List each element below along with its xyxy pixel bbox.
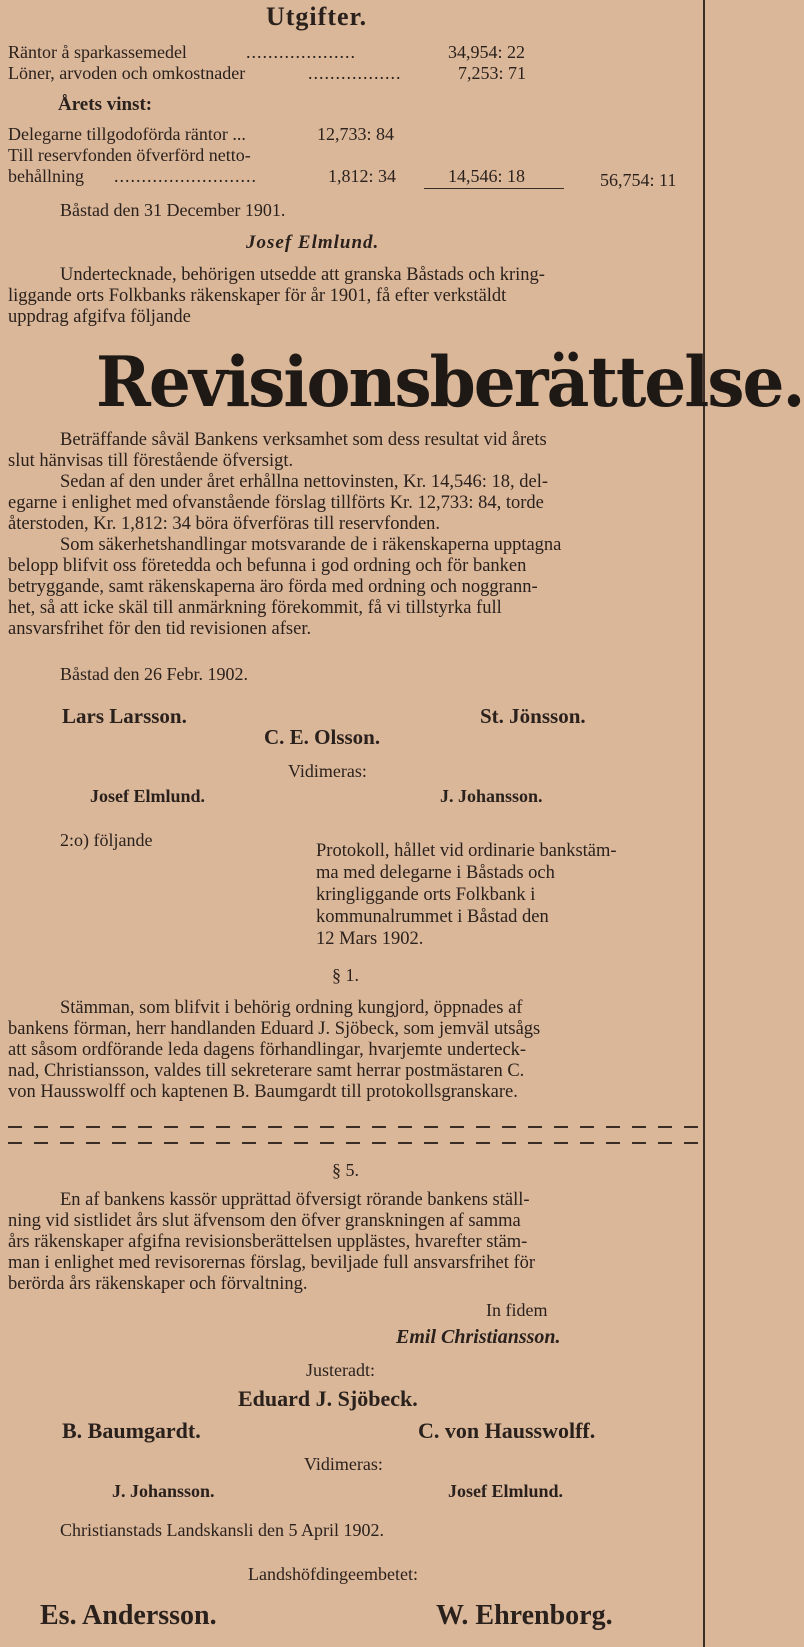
text-line: Sedan af den under året erhållna nettovinsten, Kr. 14,546: 18, del-	[60, 472, 549, 492]
text-line: kommunalrummet i Båstad den	[316, 907, 549, 927]
arets-vinst-heading: Årets vinst:	[58, 94, 153, 115]
secretary-signature: Emil Christiansson.	[396, 1326, 561, 1348]
text-line: att såsom ordförande leda dagens förhandlingar, hvarjemte underteck-	[8, 1040, 527, 1060]
text-line: ning vid sistlidet års slut äfvensom den öfver granskningen af samma	[8, 1211, 521, 1231]
chair-signature: Eduard J. Sjöbeck.	[238, 1386, 418, 1411]
text-line: Stämman, som blifvit i behörig ordning kungjord, öppnades af	[60, 998, 523, 1018]
closing-signature-right: W. Ehrenborg.	[436, 1600, 613, 1631]
vidimeras-left: Josef Elmlund.	[90, 786, 206, 806]
signer-left: Lars Larsson.	[62, 704, 187, 728]
vinst-row-label: Till reservfonden öfverförd netto-	[8, 145, 251, 165]
section-1-heading: § 1.	[332, 965, 359, 985]
text-line: Undertecknade, behörigen utsedde att granska Båstads och kring-	[60, 265, 545, 285]
text-line: belopp blifvit oss företedda och befunna i god ordning och för banken	[8, 556, 527, 576]
signer-center: C. E. Olsson.	[264, 725, 381, 749]
expense-row-dots: .................	[308, 63, 402, 83]
section-5-paragraph	[8, 1190, 698, 1295]
date-line: Båstad den 31 December 1901.	[60, 200, 286, 220]
vinst-row-label: behållning	[8, 166, 84, 186]
office-label: Landshöfdingeembetet:	[248, 1564, 418, 1584]
text-line: återstoden, Kr. 1,812: 34 böra öfverföras till reservfonden.	[8, 514, 441, 534]
omission-dashes	[8, 1126, 698, 1128]
text-line: Protokoll, hållet vid ordinarie bankstäm-	[316, 841, 617, 861]
text-line: man i enlighet med revisorernas förslag, beviljade full ansvarsfrihet för	[8, 1253, 536, 1273]
text-line: års räkenskaper afgifna revisionsberättelsen upplästes, hvarefter stäm-	[8, 1232, 528, 1252]
sum-rule	[424, 188, 564, 189]
revisionsberattelse-title: Revisionsberättelse.	[96, 341, 804, 423]
vinst-row-label: Delegarne tillgodoförda räntor ...	[8, 124, 246, 144]
justerare-right: C. von Hausswolff.	[418, 1418, 596, 1443]
text-line: kringliggande orts Folkbank i	[316, 885, 536, 905]
vinst-row-amount: 1,812: 34	[328, 166, 397, 186]
intro-paragraph	[8, 265, 698, 328]
closing-signature-left: Es. Andersson.	[40, 1600, 217, 1631]
expense-row-label: Räntor å sparkassemedel	[8, 42, 187, 62]
vinst-row-dots: ..........................	[114, 166, 257, 186]
text-line: Beträffande såväl Bankens verksamhet som dess resultat vid årets	[60, 430, 547, 450]
revision-paragraph-1	[8, 430, 698, 640]
expense-row-amount: 34,954: 22	[448, 42, 526, 62]
omission-dashes	[8, 1142, 698, 1144]
vidimeras-label: Vidimeras:	[304, 1454, 383, 1474]
date-line: Båstad den 26 Febr. 1902.	[60, 664, 248, 684]
total-amount: 56,754: 11	[600, 170, 677, 190]
vidimeras-right: J. Johansson.	[440, 786, 543, 806]
in-fidem: In fidem	[486, 1300, 548, 1320]
text-line: slut hänvisas till förestående öfversigt.	[8, 451, 294, 471]
text-line: ansvarsfrihet för den tid revisionen afser.	[8, 619, 312, 639]
text-line: nad, Christiansson, valdes till sekreterare samt herrar postmästaren C.	[8, 1061, 525, 1081]
expense-row-amount: 7,253: 71	[458, 63, 527, 83]
protokoll-lead: 2:o) följande	[60, 830, 153, 850]
vinst-row-amount: 12,733: 84	[317, 124, 395, 144]
text-line: Som säkerhetshandlingar motsvarande de i räkenskaperna upptagna	[60, 535, 562, 555]
vidimeras-label: Vidimeras:	[288, 761, 367, 781]
vinst-sum: 14,546: 18	[448, 166, 526, 186]
protokoll-heading	[316, 840, 696, 950]
closing-date-line: Christianstads Landskansli den 5 April 1902.	[60, 1520, 384, 1540]
text-line: En af bankens kassör upprättad öfversigt rörande bankens ställ-	[60, 1190, 530, 1210]
utgifter-heading: Utgifter.	[266, 2, 368, 31]
vidimeras-right: Josef Elmlund.	[448, 1481, 564, 1501]
text-line: het, så att icke skäl till anmärkning förekommit, få vi tillstyrka full	[8, 598, 502, 618]
section-5-heading: § 5.	[332, 1160, 359, 1180]
text-line: uppdrag afgifva följande	[8, 307, 191, 327]
text-line: berörda års räkenskaper och förvaltning.	[8, 1274, 308, 1294]
text-line: liggande orts Folkbanks räkenskaper för år 1901, få efter verkstäldt	[8, 286, 507, 306]
signature: Josef Elmlund.	[246, 232, 380, 253]
section-1-paragraph	[8, 998, 698, 1103]
justerare-left: B. Baumgardt.	[62, 1418, 201, 1443]
text-line: ma med delegarne i Båstads och	[316, 863, 555, 883]
signer-right: St. Jönsson.	[480, 704, 586, 728]
expense-row-dots: ....................	[246, 42, 356, 62]
text-line: betryggande, samt räkenskaperna äro förda med ordning och noggrann-	[8, 577, 538, 597]
justeradt-label: Justeradt:	[306, 1360, 375, 1380]
expense-row-label: Löner, arvoden och omkostnader	[8, 63, 246, 83]
text-line: bankens förman, herr handlanden Eduard J. Sjöbeck, som jemväl utsågs	[8, 1019, 541, 1039]
text-line: egarne i enlighet med ofvanstående förslag tillförts Kr. 12,733: 84, torde	[8, 493, 544, 513]
text-line: 12 Mars 1902.	[316, 929, 424, 949]
column-rule	[703, 0, 705, 1647]
text-line: von Hausswolff och kaptenen B. Baumgardt till protokollsgranskare.	[8, 1082, 518, 1102]
vidimeras-left: J. Johansson.	[112, 1481, 215, 1501]
